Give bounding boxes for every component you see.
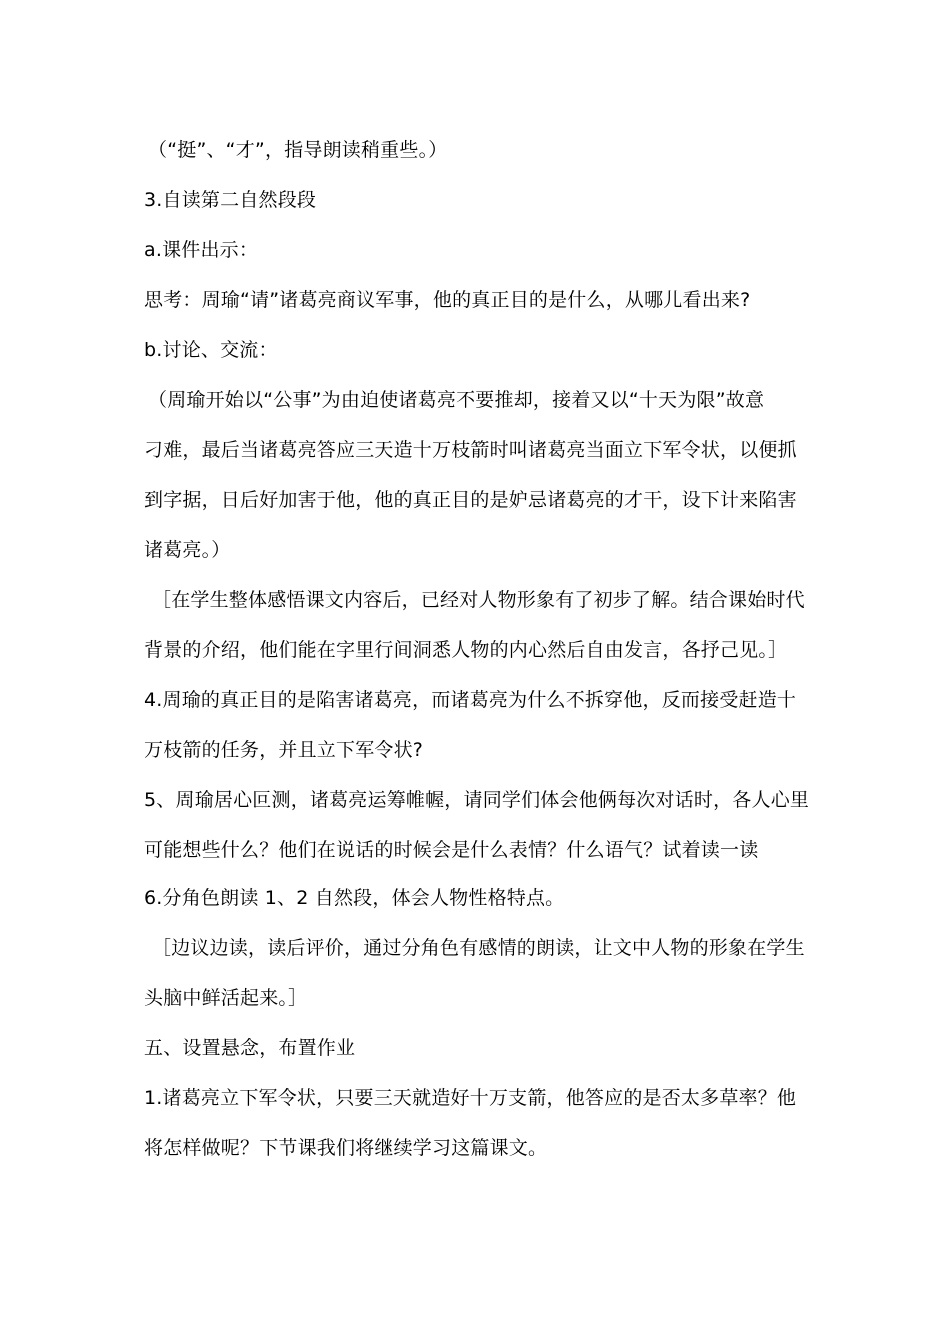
paragraph-line: 将怎样做呢？下节课我们将继续学习这篇课文。 <box>144 1137 548 1159</box>
paragraph-line: ［边议边读，读后评价，通过分角色有感情的朗读，让文中人物的形象在学生 <box>152 937 805 959</box>
paragraph-line: 诸葛亮。） <box>144 539 231 561</box>
paragraph-line: （“挺”、“才”，指导朗读稍重些。） <box>148 139 448 161</box>
paragraph-line: 1.诸葛亮立下军令状，只要三天就造好十万支箭，他答应的是否太多草率？他 <box>144 1087 797 1109</box>
paragraph-line: 思考：周瑜“请”诸葛亮商议军事，他的真正目的是什么，从哪儿看出来? <box>144 289 751 311</box>
paragraph-line: 可能想些什么？他们在说话的时候会是什么表情？什么语气？试着读一读 <box>144 839 759 861</box>
section-heading: 五、设置悬念，布置作业 <box>144 1037 356 1059</box>
paragraph-line: 头脑中鲜活起来。］ <box>144 987 308 1009</box>
paragraph-line: 4.周瑜的真正目的是陷害诸葛亮，而诸葛亮为什么不拆穿他，反而接受赶造十 <box>144 689 797 711</box>
paragraph-line: 3.自读第二自然段段 <box>144 189 317 211</box>
paragraph-line: 刁难，最后当诸葛亮答应三天造十万枝箭时叫诸葛亮当面立下军令状，以便抓 <box>144 439 797 461</box>
paragraph-line: 背景的介绍，他们能在字里行间洞悉人物的内心然后自由发言，各抒己见。］ <box>144 639 788 661</box>
paragraph-line: （周瑜开始以“公事”为由迫使诸葛亮不要推却，接着又以“十天为限”故意 <box>148 389 765 411</box>
paragraph-line: 到字据，日后好加害于他，他的真正目的是妒忌诸葛亮的才干，设下计来陷害 <box>144 489 797 511</box>
paragraph-line: 6.分角色朗读 1、2 自然段，体会人物性格特点。 <box>144 887 565 909</box>
paragraph-line: a.课件出示： <box>144 239 259 261</box>
paragraph-line: ［在学生整体感悟课文内容后，已经对人物形象有了初步了解。结合课始时代 <box>152 589 805 611</box>
paragraph-line: b.讨论、交流： <box>144 339 278 361</box>
paragraph-line: 5、周瑜居心叵测，诸葛亮运筹帷幄，请同学们体会他俩每次对话时，各人心里 <box>144 789 810 811</box>
paragraph-line: 万枝箭的任务，并且立下军令状? <box>144 739 424 761</box>
